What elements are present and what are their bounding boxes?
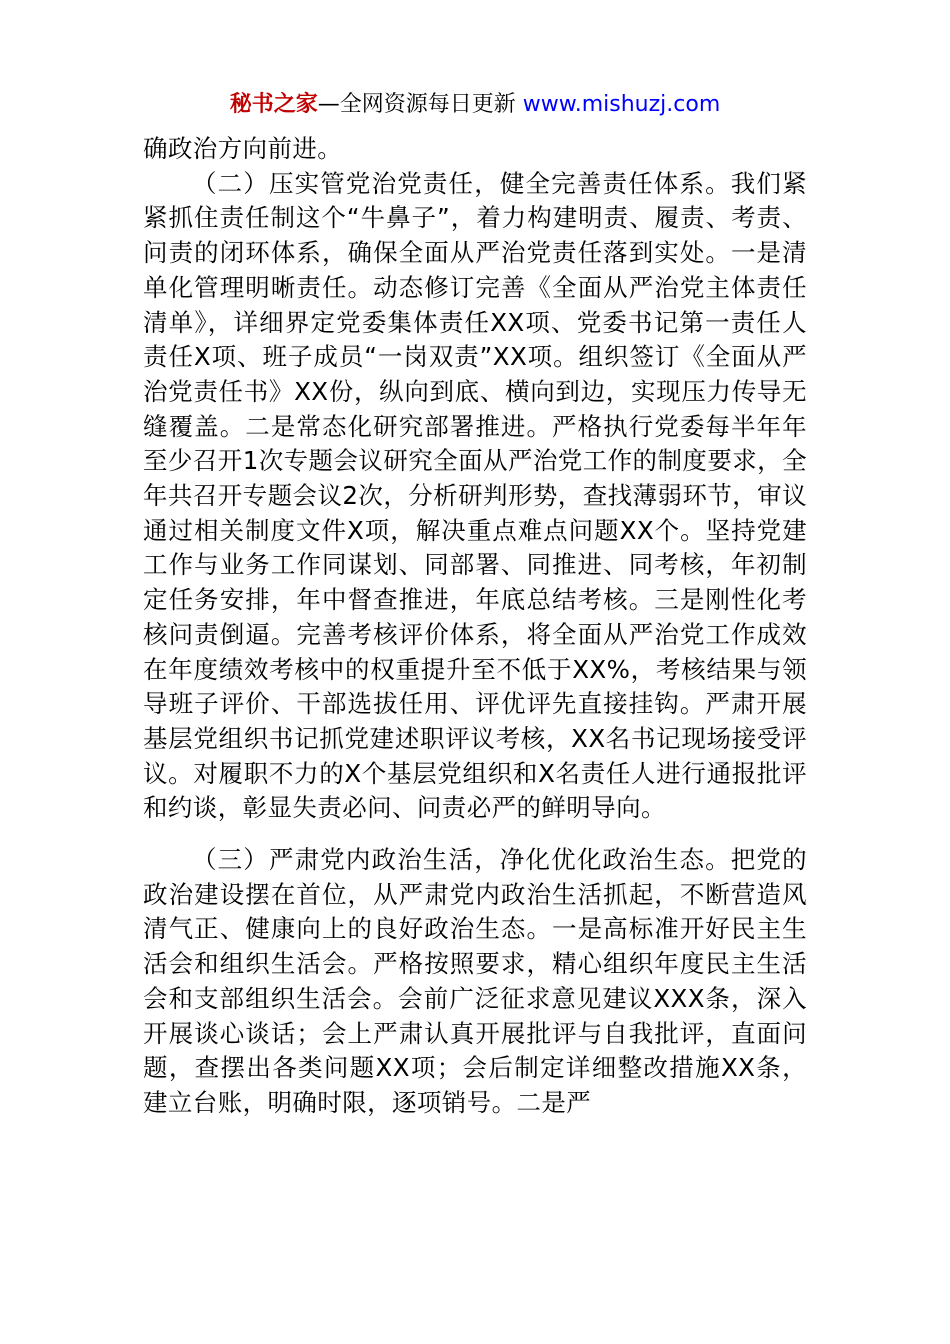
paragraph-section-three: （三）严肃党内政治生活，净化优化政治生态。把党的政治建设摆在首位，从严肃党内政治生活抓起，不断营造风清气正、健康向上的良好政治生态。一是高标准开好民主生活会和组织生活会。严格按照要求，精心组织年度民主生活会和支部组织生活会。会前广泛征求意见建议XXX条，深入开展谈心谈话；会上严肃认真开展批评与自我批评，直面问题，查摆出各类问题XX项；会后制定详细整改措施XX条，建立台账，明确时限，逐项销号。二是严 [143, 845, 807, 1117]
document-body [143, 132, 807, 1121]
paragraph-section-two: （二）压实管党治党责任，健全完善责任体系。我们紧紧抓住责任制这个“牛鼻子”，着力构建明责、履责、考责、问责的闭环体系，确保全面从严治党责任落到实处。一是清单化管理明晰责任。动态修订完善《全面从严治党主体责任清单》，详细界定党委集体责任XX项、党委书记第一责任人责任X项、班子成员“一岗双责”XX项。组织签订《全面从严治党责任书》XX份，纵向到底、横向到边，实现压力传导无缝覆盖。二是常态化研究部署推进。严格执行党委每半年年至少召开1次专题会议研究全面从严治党工作的制度要求，全年共召开专题会议2次，分析研判形势，查找薄弱环节，审议通过相关制度文件X项，解决重点难点问题XX个。坚持党建工作与业务工作同谋划、同部署、同推进、同考核，年初制定任务安排，年中督查推进，年底总结考核。三是刚性化考核问责倒逼。完善考核评价体系，将全面从严治党工作成效在年度绩效考核中的权重提升至不低于XX%，考核结果与领导班子评价、干部选拔任用、评优评先直接挂钩。严肃开展基层党组织书记抓党建述职评议考核，XX名书记现场接受评议。对履职不力的X个基层党组织和X名责任人进行通报批评和约谈，彰显失责必问、问责必严的鲜明导向。 [143, 168, 807, 823]
header-slogan: —全网资源每日更新 [317, 92, 523, 117]
site-header [0, 88, 950, 122]
paragraph-spacer [143, 826, 807, 843]
site-url-link[interactable]: www.mishuzj.com [522, 92, 721, 117]
paragraph-continuation: 确政治方向前进。 [143, 134, 343, 163]
brand-name: 秘书之家 [229, 92, 318, 117]
